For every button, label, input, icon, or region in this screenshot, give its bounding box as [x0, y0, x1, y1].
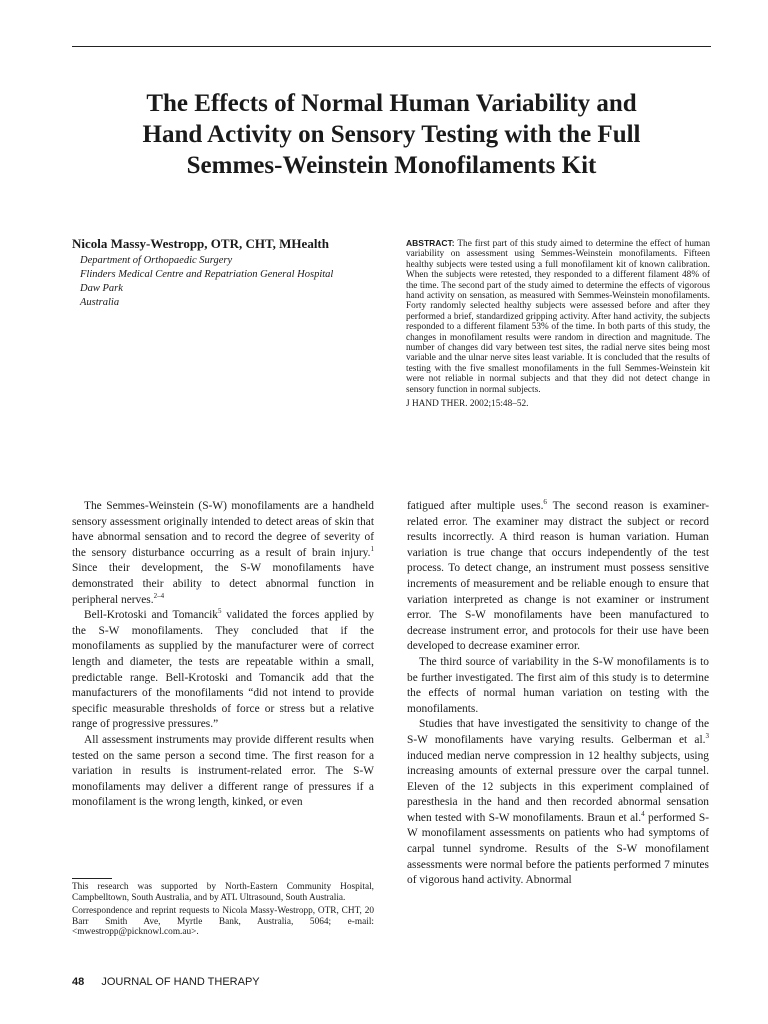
- paragraph: fatigued after multiple uses.$^6$ The second reason is examiner-related error. The examiner may distract the subject or record results incorrectly. A third reason is human variation. Human variation is true change that occurs independently of the test process. To detect change, an instrument must possess sensitive increments of measurement and be reliable enough to ensure that variation interpreted as change is not examiner or instrument error. The S-W monofilaments have been manufactured to decrease instrument error, and protocols for their use have been developed to decrease examiner error.: [407, 498, 709, 653]
- abstract: [406, 238, 710, 410]
- author-name: Nicola Massy-Westropp, OTR, CHT, MHealth: [72, 236, 329, 251]
- reference-number: 2–4: [153, 591, 165, 600]
- title-line: Semmes-Weinstein Monofilaments Kit: [186, 152, 597, 179]
- article-title: [72, 88, 711, 181]
- paragraph: The Semmes-Weinstein (S-W) monofilaments are a handheld sensory assessment originally intended to detect areas of skin that have abnormal sensation and to record the degree of severity of the sensory disturbance occurring as a result of brain injury.$^1$ Since their development, the S-W monofilaments have demonstrated their ability to detect abnormal function in peripheral nerves.$^{2-4}$: [72, 500, 374, 606]
- footnote: Correspondence and reprint requests to Nicola Massy-Westropp, OTR, CHT, 20 Barr Smith Ave, Myrtle Bank, Australia, 5064; e-mail: <mwestropp@picknowl.com.au>.: [72, 906, 374, 938]
- page-footer: [72, 976, 260, 988]
- affiliation-line: Daw Park: [80, 283, 123, 294]
- reference-number: 6: [543, 498, 547, 507]
- affiliation-line: Department of Orthopaedic Surgery: [80, 255, 233, 266]
- top-rule: [72, 46, 711, 47]
- footnotes: [72, 882, 374, 941]
- author-block: [72, 236, 392, 310]
- page-number: 48: [72, 976, 85, 988]
- abstract-text: The first part of this study aimed to determine the effect of human variability on assessment using Semmes-Weinstein monofilaments. Fifteen healthy subjects were tested using a full monofilament kit of known calibration. When the subjects were retested, they responded to a different filament 48% of the time. The second part of the study aimed to determine the effects of vigorous hand activity on sensation, as measured with Semmes-Weinstein monofilaments. Forty randomly selected healthy subjects were assessed before and after they performed a brief, standardized gripping activity. After hand activity, the subjects responded to a different filament 53% of the time. In both parts of this study, the changes in monofilament results were random in direction and magnitude. The number of changes did vary between test sites, the radial nerve sites being most variable and the ulnar nerve sites least variable. It is concluded that the results of testing with the five smallest monofilaments in the full Semmes-Weinstein kit were not reliable in normal subjects and that they did not detect change in sensory function in normal subjects.: [406, 239, 710, 395]
- paragraph: The third source of variability in the S-W monofilaments is to be further investigated. The first aim of this study is to determine the effects of normal human variation on testing with the monofilaments.: [407, 655, 709, 715]
- reference-number: 5: [217, 607, 222, 616]
- reference-number: 4: [641, 810, 645, 819]
- journal-name: JOURNAL OF HAND THERAPY: [101, 976, 260, 988]
- paragraph: Bell-Krotoski and Tomancik$^5$ validated the forces applied by the S-W monofilaments. They concluded that if the monofilaments as supplied by the manufacturer were of correct length and diameter, the tests are repeatable within a small, predictable range. Bell-Krotoski and Tomancik add that the manufacturers of the monofilaments “did not intend to provide specific measurable thresholds of force or stress but a relative range of progressive pressures.”: [72, 607, 374, 731]
- paragraph: Studies that have investigated the sensitivity to change of the S-W monofilaments have varying results. Gelberman et al.$^3$ induced median nerve compression in 12 healthy subjects, using increasing amounts of external pressure over the carpal tunnel. Eleven of the 12 subjects in this experiment complained of paresthesia in the hand and then recorded abnormal sensation when tested with S-W monofilaments. Braun et al.$^4$ performed S-W monofilament assessments on patients who had symptoms of carpal tunnel syndrome. Results of the S-W monofilament assessments were normal before the patients performed 7 minutes of vigorous hand activity. Abnormal: [407, 718, 710, 887]
- title-line: Hand Activity on Sensory Testing with the Full: [142, 121, 641, 148]
- body-column-right: [407, 499, 709, 889]
- paragraph: All assessment instruments may provide different results when tested on the same person a second time. The first reason for a variation in results is instrument-related error. The S-W monofilaments may deliver a different range of pressures if a monofilament is the wrong length, kinked, or even: [72, 733, 374, 809]
- footnote: This research was supported by North-Eastern Community Hospital, Campbelltown, South Australia, and by ATL Ultrasound, South Australia.: [72, 882, 374, 903]
- abstract-label: ABSTRACT:: [406, 238, 455, 248]
- title-line: The Effects of Normal Human Variability and: [146, 90, 637, 117]
- reference-number: 1: [370, 544, 374, 553]
- affiliation-line: Flinders Medical Centre and Repatriation General Hospital: [80, 269, 334, 280]
- footnote-rule: [72, 878, 112, 879]
- affiliation-line: Australia: [80, 297, 120, 308]
- abstract-body: [406, 238, 710, 395]
- abstract-citation: J HAND THER. 2002;15:48–52.: [406, 399, 529, 410]
- body-column-left: [72, 499, 374, 811]
- reference-number: 3: [705, 732, 709, 741]
